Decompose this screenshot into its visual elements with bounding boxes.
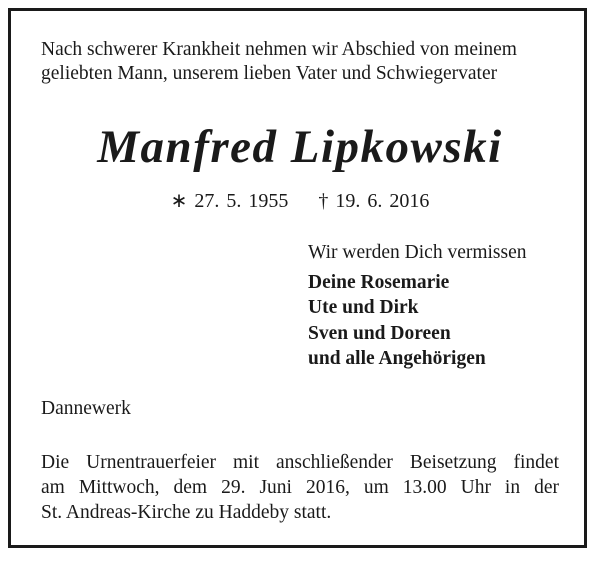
intro-text	[41, 38, 561, 86]
mourners-list	[308, 270, 486, 371]
intro-line-1: Nach schwerer Krankheit nehmen wir Abschied von meinem	[41, 39, 517, 60]
funeral-notice-line-1: Die Urnentrauerfeier mit anschließender Beisetzung findet	[41, 452, 559, 473]
funeral-notice-line-2: am Mittwoch, dem 29. Juni 2016, um 13.00 Uhr in der	[41, 477, 559, 498]
death-date: † 19. 6. 2016	[318, 190, 430, 212]
mourner-name: Ute und Dirk	[308, 297, 419, 319]
mourner-name: und alle Angehörigen	[308, 347, 486, 369]
funeral-notice-line-3: St. Andreas-Kirche zu Haddeby statt.	[41, 502, 332, 523]
intro-line-2: geliebten Mann, unserem lieben Vater und Schwiegervater	[41, 63, 498, 84]
birth-date: ∗ 27. 5. 1955	[170, 190, 289, 212]
deceased-name: Manfred Lipkowski	[97, 121, 503, 173]
mourner-name: Sven und Doreen	[308, 322, 451, 344]
life-dates	[0, 188, 600, 213]
mourner-name: Deine Rosemarie	[308, 272, 450, 293]
funeral-notice	[41, 450, 559, 525]
farewell-text: Wir werden Dich vermissen	[308, 242, 527, 263]
place-name: Dannewerk	[41, 398, 131, 419]
